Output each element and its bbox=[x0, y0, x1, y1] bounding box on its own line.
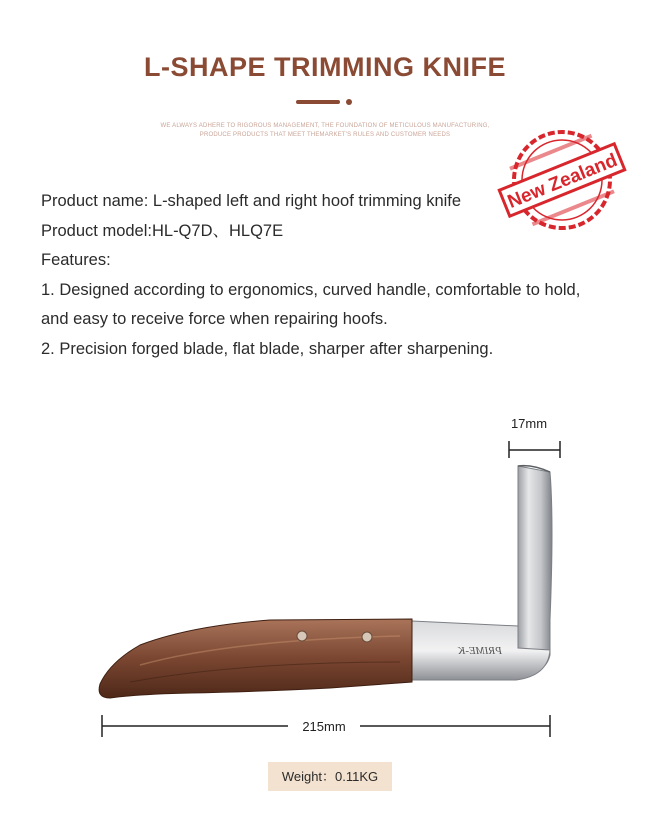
tagline-line-2: PRODUCE PRODUCTS THAT MEET THEMARKET'S RULES AND CUSTOMER NEEDS bbox=[199, 132, 451, 138]
blade-width-label: 17mm bbox=[510, 416, 548, 431]
vertical-blade bbox=[516, 466, 552, 678]
stamp-text: New Zealand bbox=[504, 149, 621, 213]
title-underline-bar bbox=[296, 100, 340, 104]
title-underline-dot bbox=[346, 99, 352, 105]
feature-item-1-line-2: and easy to receive force when repairing hoofs. bbox=[41, 310, 388, 328]
wooden-handle bbox=[99, 619, 412, 698]
feature-item-1-line-1: 1. Designed according to ergonomics, curved handle, comfortable to hold, bbox=[41, 280, 581, 299]
total-length-label: 215mm bbox=[302, 719, 346, 734]
weight-badge: Weight：0.11KG bbox=[268, 762, 392, 791]
features-label: Features: bbox=[41, 251, 111, 269]
page-title: L-SHAPE TRIMMING KNIFE bbox=[144, 52, 506, 82]
product-model-text: Product model:HL-Q7D、HLQ7E bbox=[41, 221, 284, 240]
tagline-line-1: WE ALWAYS ADHERE TO RIGOROUS MANAGEMENT, THE FOUNDATION OF METICULOUS MANUFACTURING, bbox=[160, 123, 490, 129]
blade-engraving: PRIME-K bbox=[458, 645, 502, 657]
product-description bbox=[41, 187, 631, 364]
handle-rivet-2 bbox=[362, 632, 372, 642]
handle-rivet-1 bbox=[297, 631, 307, 641]
feature-item-2: 2. Precision forged blade, flat blade, sharper after sharpening. bbox=[41, 339, 494, 358]
product-name-text: Product name: L-shaped left and right hoof trimming knife bbox=[41, 192, 462, 210]
total-length-dimension bbox=[102, 715, 550, 737]
knife-product-image bbox=[80, 400, 580, 750]
blade-width-dimension bbox=[509, 416, 560, 458]
